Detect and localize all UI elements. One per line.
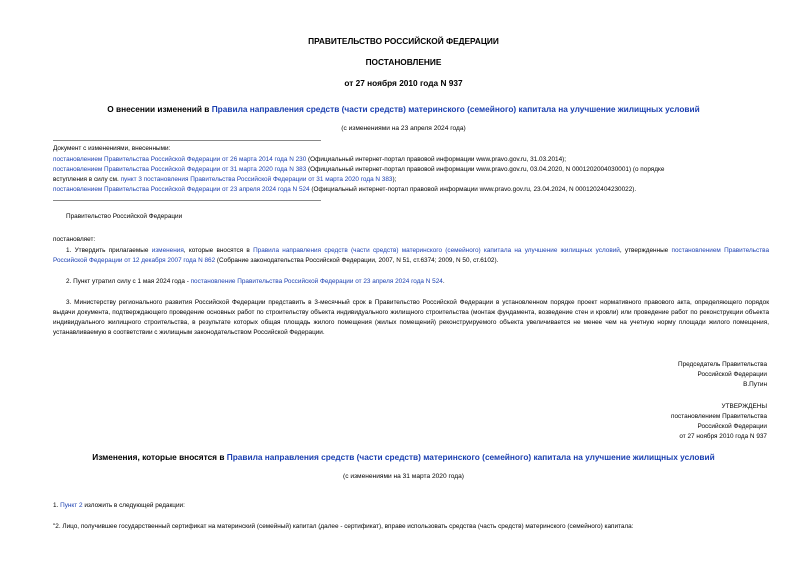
change-item: постановлением Правительства Российской Федерации от 23 апреля 2024 года N 524 (Официальный интернет-портал правовой информации www.pravo.gov.ru, 23.04.2024, N 0001202404230022). [53,186,637,193]
resolution-link[interactable]: постановлением [671,247,721,254]
annex-item-1: 1. Пункт 2 изложить в следующей редакции: [53,502,185,509]
change-item: постановлением Правительства Российской Федерации от 31 марта 2020 года N 383 (Официальный интернет-портал правовой информации www.pravo.gov.ru, 03.04.2020, N 0001202004030001) (о порядке [53,166,665,173]
document-title [0,104,807,114]
annex-item-2: "2. Лицо, получившее государственный сертификат на материнский (семейный) капитал (далее - сертификат), вправе использовать средства (часть средств) материнского (семейного) капитала: [53,523,634,530]
resolution-524-link[interactable]: постановление Правительства Российской Федерации от 23 апреля 2024 года N 524 [190,278,443,285]
annex-title: Изменения, которые вносятся в Правила направления средств (части средств) материнского (семейного) капитала на улучшение жилищных условий [92,452,715,462]
paragraph-2: 2. Пункт утратил силу с 1 мая 2024 года - постановление Правительства Российской Федерации от 23 апреля 2024 года N 524. [66,278,445,285]
change-link-2024[interactable]: постановлением Правительства Российской Федерации от 23 апреля 2024 года N 524 [53,186,310,193]
title-prefix: О внесении изменений в [107,104,212,114]
approved-date: от 27 ноября 2010 года N 937 [679,433,767,440]
divider-top [53,140,321,141]
document-type-heading: ПОСТАНОВЛЕНИЕ [365,57,442,67]
change-link-2020[interactable]: постановлением Правительства Российской Федерации от 31 марта 2020 года N 383 [53,166,307,173]
approved-by: постановлением Правительства [671,413,767,420]
change-link-2020-p3[interactable]: пункт 3 постановления Правительства Российской Федерации от 31 марта 2020 года N 383 [120,176,393,183]
issuer-heading: ПРАВИТЕЛЬСТВО РОССИЙСКОЙ ФЕДЕРАЦИИ [308,36,499,46]
change-item: постановлением Правительства Российской Федерации от 26 марта 2014 года N 230 (Официальный интернет-портал правовой информации www.pravo.gov.ru, 31.03.2014); [53,156,567,163]
change-item: вступления в силу см. пункт 3 постановления Правительства Российской Федерации от 31 марта 2020 года N 383); [53,176,397,183]
point-2-link[interactable]: Пункт 2 [60,502,83,509]
document-date-heading: от 27 ноября 2010 года N 937 [344,78,463,88]
amendments-link[interactable]: изменения [151,247,184,254]
government-line: Правительство Российской Федерации [66,213,183,220]
divider-bottom [53,200,321,201]
change-link-2014[interactable]: постановлением Правительства Российской Федерации от 26 марта 2014 года N 230 [53,156,307,163]
signature-title: Председатель Правительства [678,361,767,368]
resolves-line: постановляет: [53,236,96,243]
approved-label: УТВЕРЖДЕНЫ [721,403,767,410]
paragraph-3: 3. Министерству регионального развития Российской Федерации представить в 3-месячный срок в Правительство Российской Федерации в установленном порядке проект нормативного правового акта, определяющего порядок выдачи документа, подтверждающего проведение основных работ по строительству объекта индивидуального жилищного строительства (монтаж фундамента, возведение стен и кровли) или проведение работ по реконструкции объекта индивидуального жилищного строительства, в результате которых общая площадь жилого помещения (жилых помещений) реконструируемого объекта увеличивается не менее чем на учетную норму площади жилого помещения, устанавливаемую в соответствии с жилищным законодательством Российской Федерации. [53,299,769,336]
paragraph-1: 1. Утвердить прилагаемые изменения, которые вносятся в Правила направления средств (части средств) материнского (семейного) капитала на улучшение жилищных условий, утвержденные постановлением Правительства Российской Федерации от 12 декабря 2007 года N 862 (Собрание законодательства Российской Федерации, 2007, N 51, ст.6374; 2009, N 50, ст.6102). [53,247,769,264]
annex-subtitle: (с изменениями на 31 марта 2020 года) [343,473,464,480]
rules-link[interactable]: Правила направления средств (части средств) материнского (семейного) капитала на улучшение жилищных условий [253,247,620,254]
title-rules-link[interactable]: Правила направления средств (части средств) материнского (семейного) капитала на улучшение жилищных условий [211,104,700,114]
resolution-862-link[interactable]: Правительства Российской Федерации от 12 декабря 2007 года N 862 [53,247,769,264]
signature-name: В.Путин [743,381,767,388]
signature-org: Российской Федерации [697,371,767,378]
title-subtitle: (с изменениями на 23 апреля 2024 года) [341,125,466,132]
changes-intro: Документ с изменениями, внесенными: [53,145,171,152]
approved-org: Российской Федерации [697,423,767,430]
annex-rules-link[interactable]: Правила направления средств (части средств) материнского (семейного) капитала на улучшение жилищных условий [226,452,715,462]
